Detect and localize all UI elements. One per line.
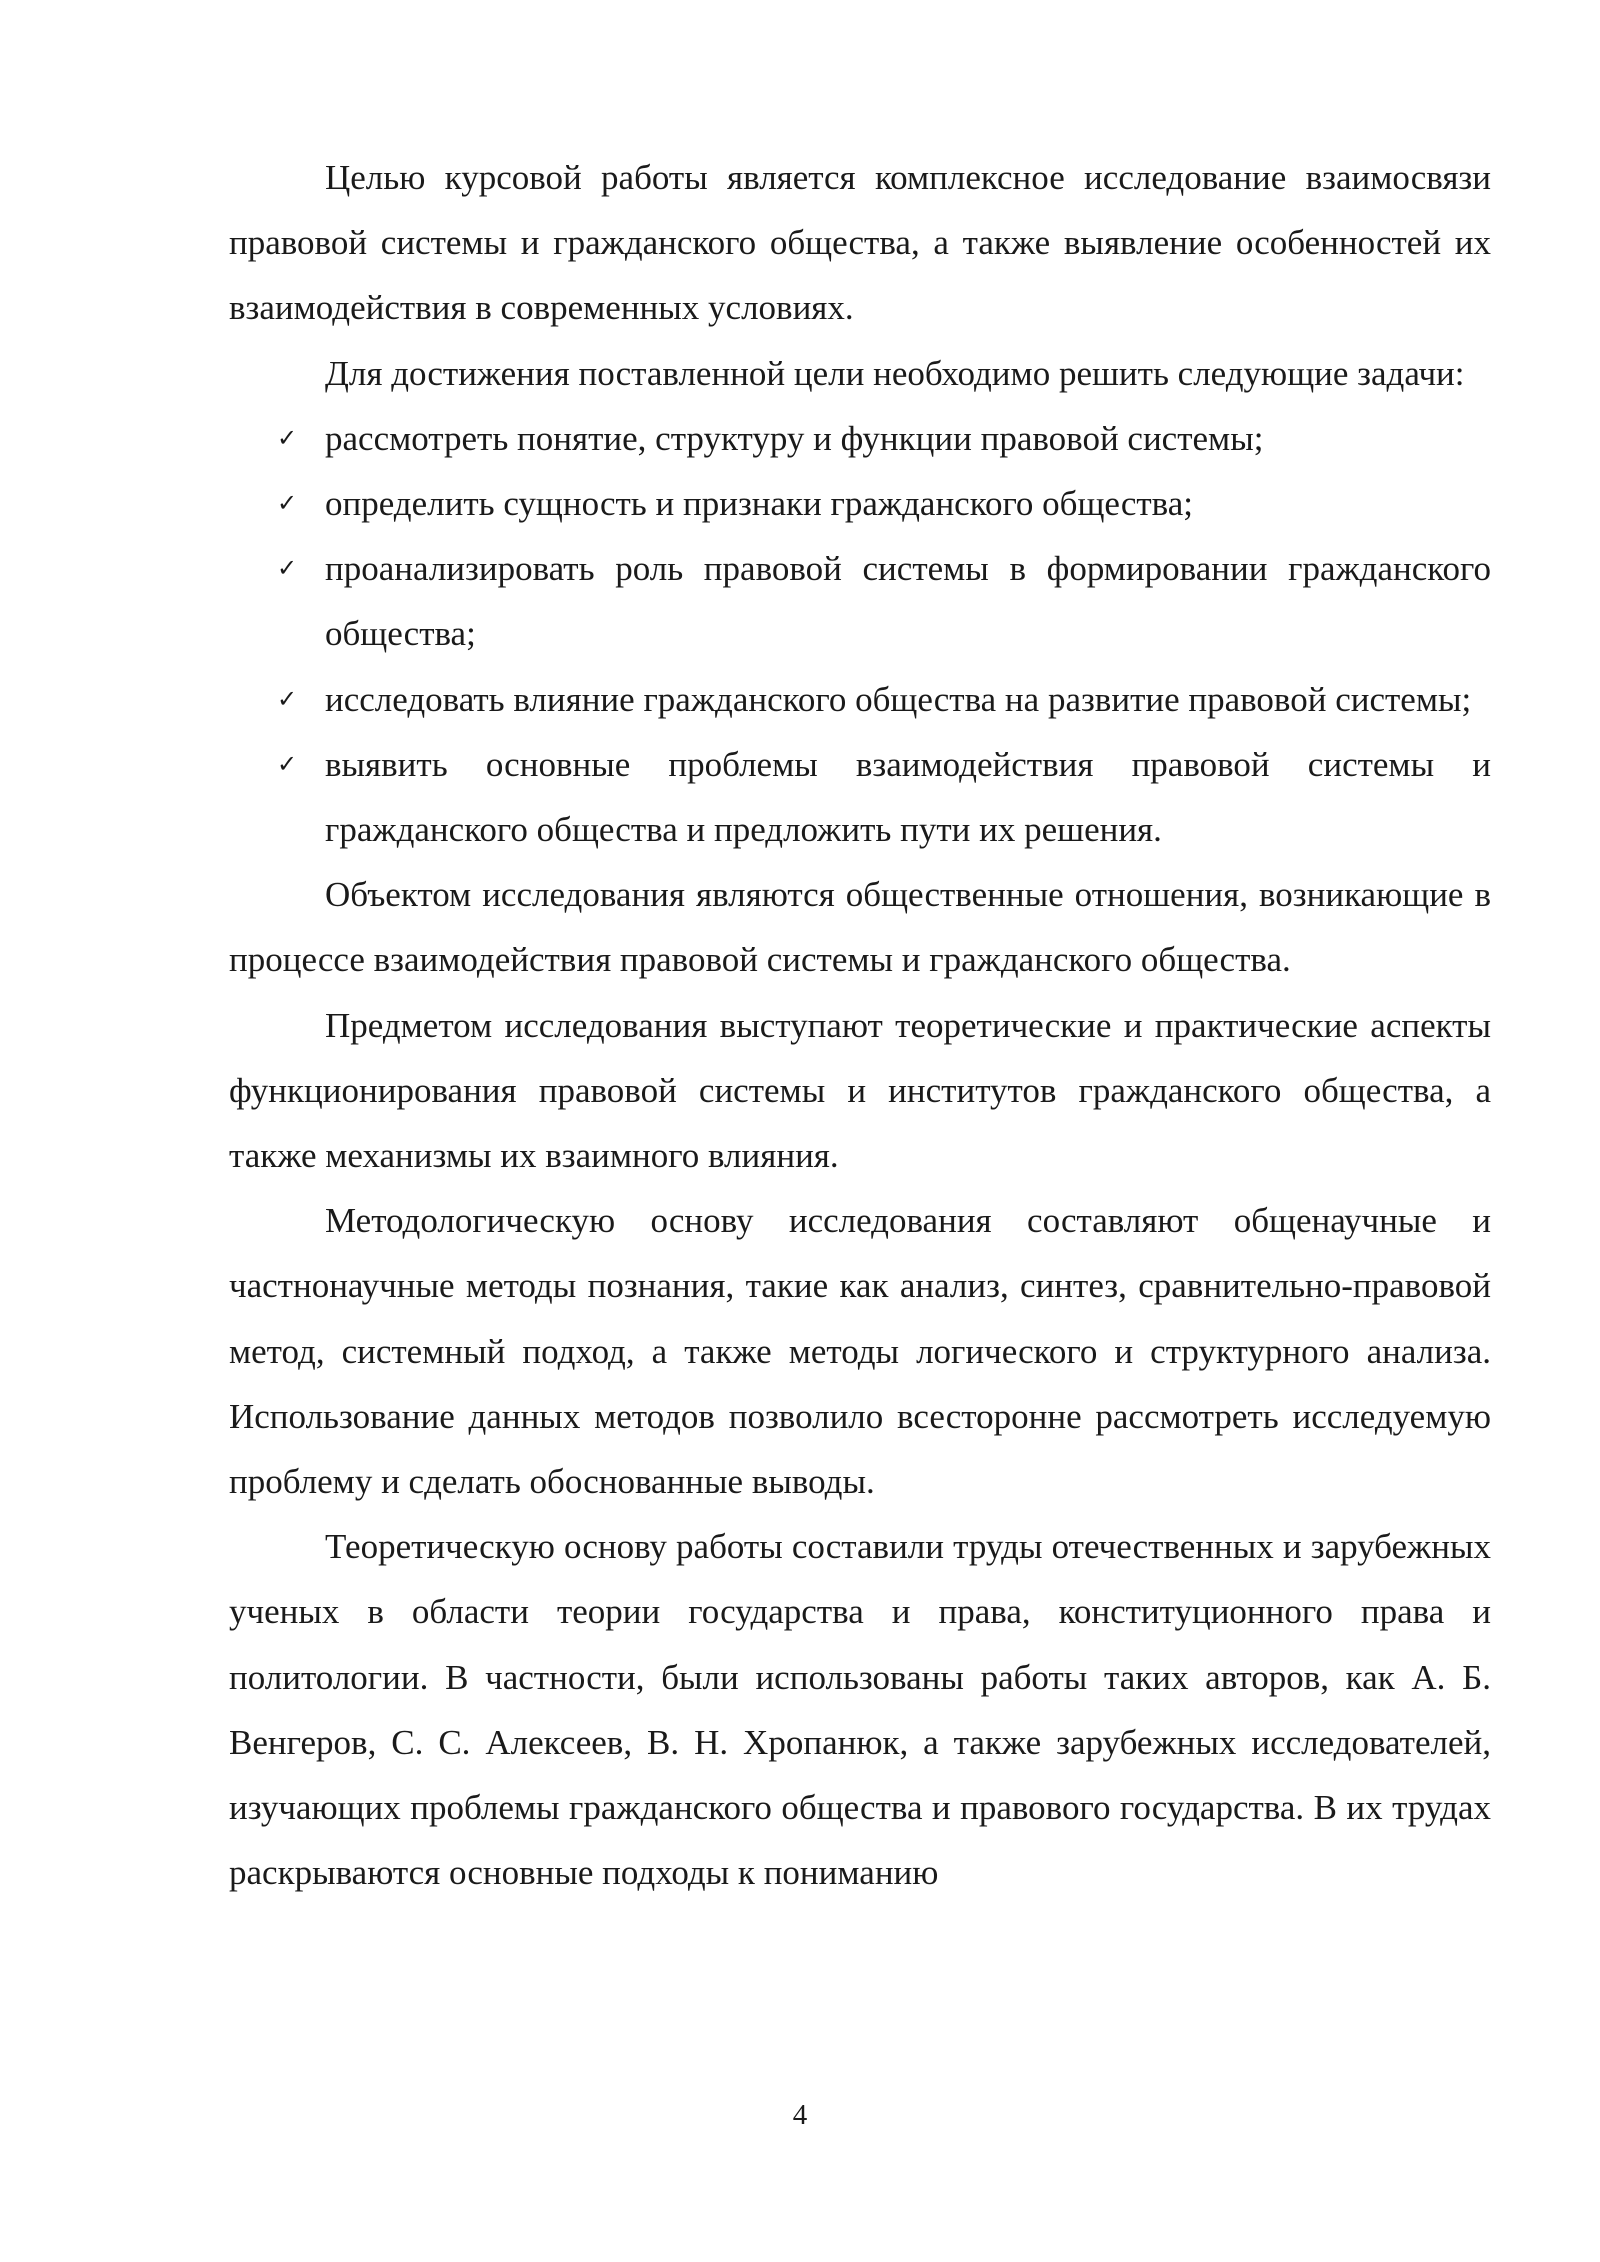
list-item-text: определить сущность и признаки гражданского общества; bbox=[325, 484, 1193, 524]
list-item bbox=[229, 667, 1491, 732]
list-item bbox=[229, 536, 1491, 666]
document-page bbox=[229, 145, 1491, 1905]
check-icon: ✓ bbox=[277, 749, 298, 778]
list-item-text: исследовать влияние гражданского общества на развитие правовой системы; bbox=[325, 679, 1472, 719]
paragraph-goal: Целью курсовой работы является комплексное исследование взаимосвязи правовой системы и гражданского общества, а также выявление особенностей их взаимодействия в современных условиях. bbox=[229, 158, 1491, 328]
page-number: 4 bbox=[792, 2099, 808, 2131]
paragraph-tasks-intro: Для достижения поставленной цели необходимо решить следующие задачи: bbox=[325, 353, 1465, 393]
tasks-list bbox=[229, 406, 1491, 862]
list-item-text: проанализировать роль правовой системы в формировании гражданского общества; bbox=[325, 549, 1491, 654]
check-icon: ✓ bbox=[277, 554, 298, 583]
check-icon: ✓ bbox=[277, 423, 298, 452]
paragraph-object: Объектом исследования являются общественные отношения, возникающие в процессе взаимодействия правовой системы и гражданского общества. bbox=[229, 875, 1491, 980]
check-icon: ✓ bbox=[277, 684, 298, 713]
check-icon: ✓ bbox=[277, 489, 298, 518]
list-item-text: рассмотреть понятие, структуру и функции правовой системы; bbox=[325, 418, 1264, 458]
list-item bbox=[229, 406, 1491, 471]
list-item bbox=[229, 471, 1491, 536]
paragraph-subject: Предметом исследования выступают теоретические и практические аспекты функционирования правовой системы и институтов гражданского общества, а также механизмы их взаимного влияния. bbox=[229, 1005, 1491, 1176]
list-item bbox=[229, 732, 1491, 862]
paragraph-methodology: Методологическую основу исследования составляют общенаучные и частнонаучные методы познания, такие как анализ, синтез, сравнительно-правовой метод, системный подход, а также методы логического и структурного анализа. Использование данных методов позволило всесторонне рассмотреть исследуемую проблему и сделать обоснованные выводы. bbox=[229, 1201, 1491, 1502]
list-item-text: выявить основные проблемы взаимодействия правовой системы и гражданского общества и предложить пути их решения. bbox=[325, 744, 1491, 850]
paragraph-theory: Теоретическую основу работы составили труды отечественных и зарубежных ученых в области теории государства и права, конституционного права и политологии. В частности, были использованы работы таких авторов, как А. Б. Венгеров, С. С. Алексеев, В. Н. Хропанюк, а также зарубежных исследователей, изучающих проблемы гражданского общества и правового государства. В их трудах раскрываются основные подходы к пониманию bbox=[229, 1527, 1491, 1893]
